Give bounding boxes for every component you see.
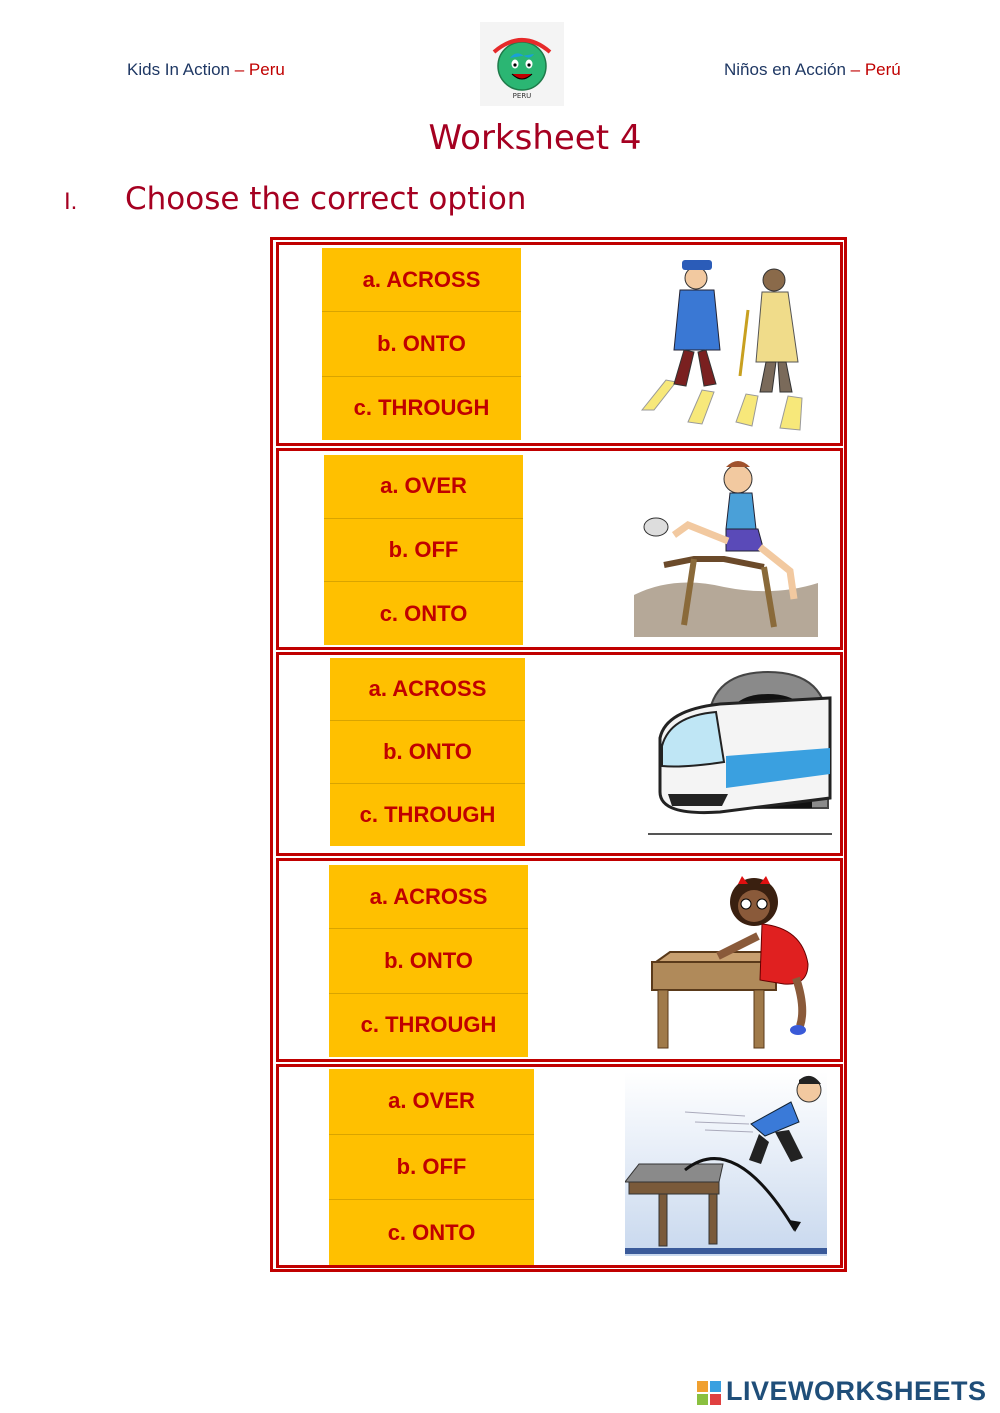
- header-left-part1: Kids: [127, 60, 161, 79]
- train-tunnel-icon: [648, 668, 832, 844]
- header-right-part1: Niños: [724, 60, 768, 79]
- option-q5-a[interactable]: a. OVER: [329, 1069, 534, 1135]
- option-q4-c[interactable]: c. THROUGH: [360, 1012, 497, 1038]
- worksheet-title: Worksheet 4: [428, 118, 642, 158]
- option-q5-c[interactable]: c. ONTO: [387, 1219, 476, 1245]
- option-q5-b[interactable]: b. OFF: [329, 1135, 534, 1201]
- option-q3-b[interactable]: b. ONTO: [330, 721, 525, 784]
- option-q4-a[interactable]: a. ACROSS: [329, 865, 528, 929]
- header-right-part3: – Perú: [845, 60, 901, 79]
- options-q5: [329, 1069, 534, 1265]
- header-right: [724, 60, 901, 80]
- section-number: I.: [64, 188, 78, 215]
- header-left-part2: In Action: [160, 60, 231, 79]
- options-q1: [322, 248, 521, 440]
- kids-in-action-logo: [480, 22, 564, 106]
- option-q3-a[interactable]: a. ACROSS: [330, 658, 525, 721]
- boy-jumping-off-table-icon: [625, 1072, 827, 1256]
- liveworksheets-watermark: LIVEWORKSHEETS: [726, 1376, 987, 1406]
- section-instruction: Choose the correct option: [125, 181, 527, 217]
- option-q2-c[interactable]: c. ONTO: [379, 600, 468, 626]
- header-left-part3: – Peru: [230, 60, 285, 79]
- hurdle-jumper-icon: [634, 455, 818, 637]
- option-q1-c[interactable]: c. THROUGH: [353, 395, 490, 421]
- girl-climbing-table-icon: [646, 866, 826, 1052]
- option-q4-b[interactable]: b. ONTO: [329, 929, 528, 993]
- option-q3-c[interactable]: c. THROUGH: [359, 802, 496, 827]
- option-q1-b[interactable]: b. ONTO: [322, 312, 521, 376]
- header-left: [127, 60, 285, 80]
- liveworksheets-logo-icon: [697, 1381, 721, 1405]
- options-q2: [324, 455, 523, 645]
- option-q2-a[interactable]: a. OVER: [324, 455, 523, 519]
- header-right-part2: en Acción: [767, 60, 846, 79]
- option-q1-a[interactable]: a. ACROSS: [322, 248, 521, 312]
- options-q3: [330, 658, 525, 846]
- svg-text:PERU: PERU: [512, 92, 532, 100]
- options-q4: [329, 865, 528, 1057]
- option-q2-b[interactable]: b. OFF: [324, 519, 523, 583]
- people-crossing-zebra-icon: [636, 250, 820, 438]
